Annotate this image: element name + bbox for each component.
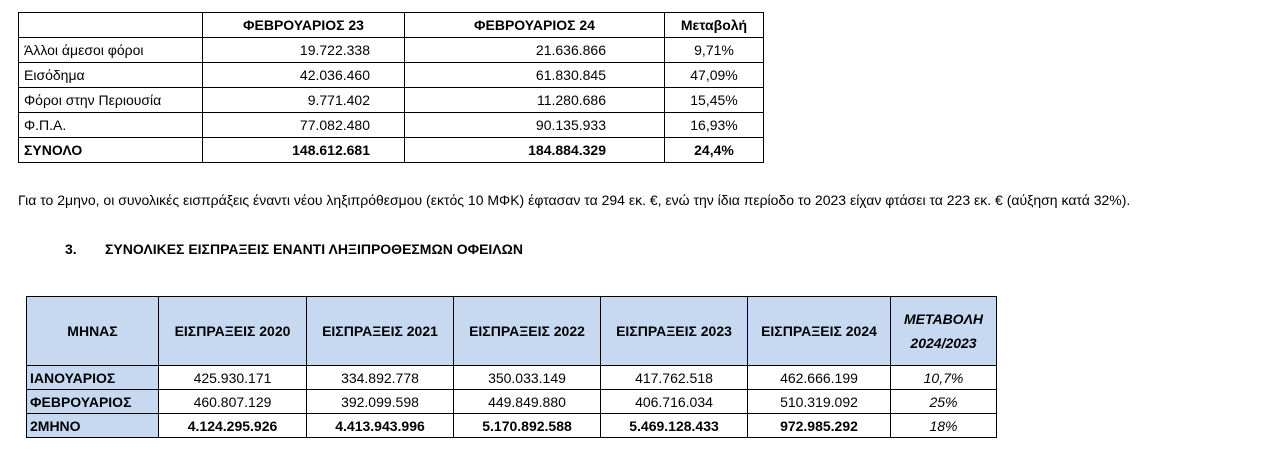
value-2023: 417.762.518 bbox=[601, 366, 748, 390]
value-2020: 425.930.171 bbox=[159, 366, 307, 390]
table-row bbox=[27, 390, 997, 414]
row-label: Φόροι στην Περιουσία bbox=[19, 88, 203, 113]
summary-paragraph: Για το 2μηνο, οι συνολικές εισπράξεις έναντι νέου ληξιπρόθεσμου (εκτός 10 ΜΦΚ) έφτασαν τα 294 εκ. €, ενώ την ίδια περίοδο το 2023 είχαν φτάσει τα 223 εκ. € (αύξηση κατά 32%). bbox=[18, 192, 1131, 208]
overdue-collections-table bbox=[26, 296, 997, 438]
total-label: ΣΥΝΟΛΟ bbox=[19, 138, 203, 163]
header-collections-2020: ΕΙΣΠΡΑΞΕΙΣ 2020 bbox=[159, 297, 307, 366]
value-2020: 4.124.295.926 bbox=[159, 414, 307, 438]
value-feb-24: 90.135.933 bbox=[405, 113, 665, 138]
row-label: Εισόδημα bbox=[19, 63, 203, 88]
header-feb-23: ΦΕΒΡΟΥΑΡΙΟΣ 23 bbox=[203, 13, 405, 38]
value-feb-23: 9.771.402 bbox=[203, 88, 405, 113]
table-row bbox=[19, 38, 764, 63]
month-label: ΙΑΝΟΥΑΡΙΟΣ bbox=[27, 366, 159, 390]
row-label: Φ.Π.Α. bbox=[19, 113, 203, 138]
value-change: 10,7% bbox=[891, 366, 997, 390]
value-2022: 5.170.892.588 bbox=[454, 414, 601, 438]
value-change: 9,71% bbox=[665, 38, 764, 63]
header-change-2024-2023 bbox=[891, 297, 997, 366]
section-heading bbox=[65, 241, 523, 257]
total-change: 24,4% bbox=[665, 138, 764, 163]
value-2021: 392.099.598 bbox=[307, 390, 454, 414]
section-title: ΣΥΝΟΛΙΚΕΣ ΕΙΣΠΡΑΞΕΙΣ ΕΝΑΝΤΙ ΛΗΞΙΠΡΟΘΕΣΜΩΝ ΟΦΕΙΛΩΝ bbox=[105, 241, 523, 257]
value-2024: 510.319.092 bbox=[748, 390, 891, 414]
table-total-row bbox=[19, 138, 764, 163]
header-cell-blank bbox=[19, 13, 203, 38]
month-label: 2ΜΗΝΟ bbox=[27, 414, 159, 438]
value-feb-24: 61.830.845 bbox=[405, 63, 665, 88]
value-feb-24: 11.280.686 bbox=[405, 88, 665, 113]
tax-revenue-comparison-table bbox=[18, 12, 764, 163]
total-feb-23: 148.612.681 bbox=[203, 138, 405, 163]
month-label: ΦΕΒΡΟΥΑΡΙΟΣ bbox=[27, 390, 159, 414]
table-row bbox=[19, 63, 764, 88]
value-change: 18% bbox=[891, 414, 997, 438]
value-feb-23: 77.082.480 bbox=[203, 113, 405, 138]
value-2021: 4.413.943.996 bbox=[307, 414, 454, 438]
row-label: Άλλοι άμεσοι φόροι bbox=[19, 38, 203, 63]
value-2023: 406.716.034 bbox=[601, 390, 748, 414]
header-collections-2022: ΕΙΣΠΡΑΞΕΙΣ 2022 bbox=[454, 297, 601, 366]
value-2021: 334.892.778 bbox=[307, 366, 454, 390]
value-feb-23: 19.722.338 bbox=[203, 38, 405, 63]
value-2022: 449.849.880 bbox=[454, 390, 601, 414]
section-number: 3. bbox=[65, 241, 77, 257]
table-row bbox=[27, 366, 997, 390]
table-row bbox=[19, 88, 764, 113]
total-feb-24: 184.884.329 bbox=[405, 138, 665, 163]
value-change: 25% bbox=[891, 390, 997, 414]
value-feb-24: 21.636.866 bbox=[405, 38, 665, 63]
value-change: 16,93% bbox=[665, 113, 764, 138]
header-month: ΜΗΝΑΣ bbox=[27, 297, 159, 366]
header-collections-2024: ΕΙΣΠΡΑΞΕΙΣ 2024 bbox=[748, 297, 891, 366]
header-collections-2023: ΕΙΣΠΡΑΞΕΙΣ 2023 bbox=[601, 297, 748, 366]
value-2022: 350.033.149 bbox=[454, 366, 601, 390]
value-change: 15,45% bbox=[665, 88, 764, 113]
table-header-row bbox=[27, 297, 997, 366]
table-header-row bbox=[19, 13, 764, 38]
value-2020: 460.807.129 bbox=[159, 390, 307, 414]
value-2024: 462.666.199 bbox=[748, 366, 891, 390]
value-change: 47,09% bbox=[665, 63, 764, 88]
header-change-line2: 2024/2023 bbox=[910, 335, 977, 351]
header-change-line1: ΜΕΤΑΒΟΛΗ bbox=[903, 311, 984, 327]
header-collections-2021: ΕΙΣΠΡΑΞΕΙΣ 2021 bbox=[307, 297, 454, 366]
value-2024: 972.985.292 bbox=[748, 414, 891, 438]
header-change: Μεταβολή bbox=[665, 13, 764, 38]
value-feb-23: 42.036.460 bbox=[203, 63, 405, 88]
table-row bbox=[19, 113, 764, 138]
header-feb-24: ΦΕΒΡΟΥΑΡΙΟΣ 24 bbox=[405, 13, 665, 38]
table-total-row bbox=[27, 414, 997, 438]
value-2023: 5.469.128.433 bbox=[601, 414, 748, 438]
